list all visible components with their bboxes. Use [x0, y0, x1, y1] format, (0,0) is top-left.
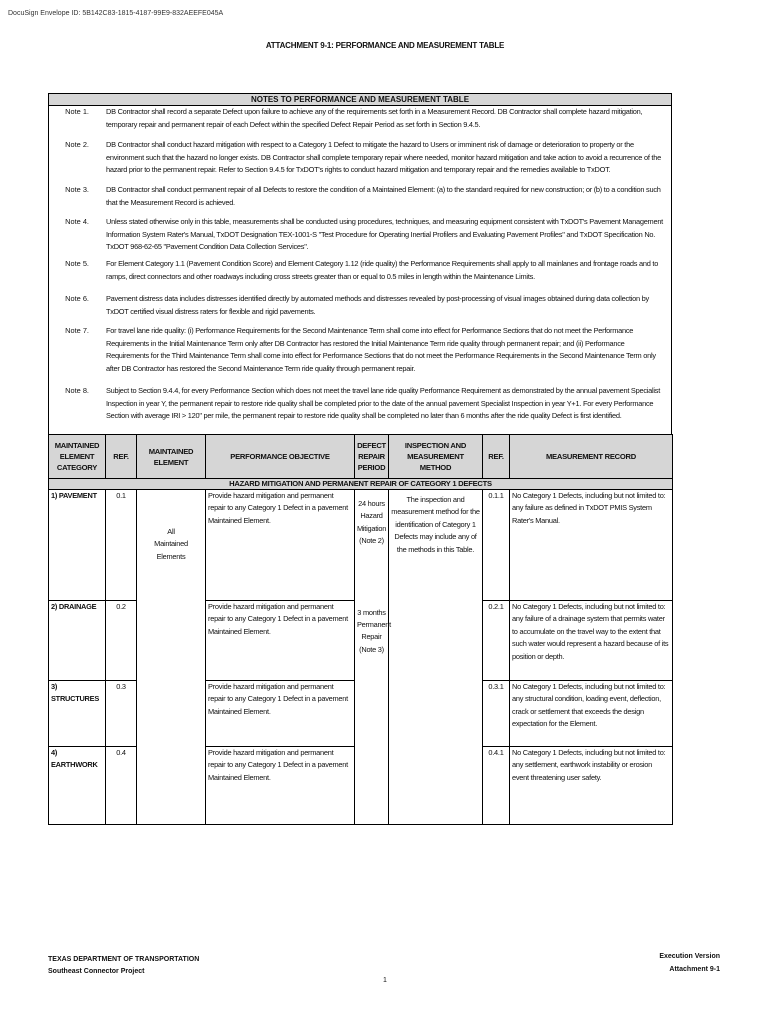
note-text: DB Contractor shall record a separate Defect upon failure to achieve any of the requirements set forth in a Measurement Record. DB Contractor shall complete hazard mitigation, temporary repair and permanent repair of each Defect within the specified Defect Repair Period as set forth in Section 9.4.5.: [106, 107, 643, 129]
category-cell: 1) PAVEMENT: [49, 490, 106, 601]
footer-version: Execution Version: [659, 953, 720, 960]
objective-cell: Provide hazard mitigation and permanent repair to any Category 1 Defect in a pavement Maintained Element.: [206, 747, 355, 825]
category-cell: 4) EARTHWORK: [49, 747, 106, 825]
docusign-envelope-id: DocuSign Envelope ID: 5B142C83-1815-4187-99E9-832AEEFE045A: [8, 10, 224, 17]
ref-cell: 0.3: [106, 681, 137, 747]
note-label: Note 7.: [65, 326, 89, 335]
note-label: Note 5.: [65, 259, 89, 268]
header-inspection: INSPECTION AND MEASUREMENT METHOD: [389, 435, 483, 479]
ref-cell: 0.2: [106, 601, 137, 681]
element-cell: [137, 490, 206, 825]
ref2-cell: 0.4.1: [483, 747, 510, 825]
ref-cell: 0.1: [106, 490, 137, 601]
header-category: MAINTAINED ELEMENT CATEGORY: [49, 435, 106, 479]
header-element: MAINTAINED ELEMENT: [137, 435, 206, 479]
footer-org: TEXAS DEPARTMENT OF TRANSPORTATION: [48, 956, 200, 963]
record-cell: No Category 1 Defects, including but not limited to: any failure of a drainage system that permits water to accumulate on the travel way to the extent that such water would represent a hazard because of its position or depth.: [510, 601, 673, 681]
note-text: For Element Category 1.1 (Pavement Condition Score) and Element Category 1.12 (ride quality) the Performance Requirements shall apply to all mainlanes and frontage roads and to ramps, direct connectors and other roadways including cross streets greater than or equal to 0.5 miles in length within the Maintenance Limits.: [106, 259, 659, 281]
note-text: Subject to Section 9.4.4, for every Performance Section which does not meet the travel lane ride quality Performance Requirement as demonstrated by the annual pavement Specialist Inspection in year Y, the permanent repair to restore ride quality shall be completed prior to the date of the annual pavement Specialist Inspection in year Y+1. For every Performance Section with average IRI > 120" per mile, the permanent repair to restore ride quality shall be completed no later than 6 months after the ride quality Defect is first identified.: [106, 386, 661, 421]
section-title: HAZARD MITIGATION AND PERMANENT REPAIR OF CATEGORY 1 DEFECTS: [49, 479, 673, 490]
note-label: Note 6.: [65, 294, 89, 303]
note-label: Note 3.: [65, 185, 89, 194]
header-period: DEFECT REPAIR PERIOD: [355, 435, 389, 479]
period-hazard-text: 24 hours Hazard Mitigation (Note 2): [357, 499, 387, 546]
ref2-cell: 0.3.1: [483, 681, 510, 747]
performance-table: [48, 434, 673, 825]
record-cell: No Category 1 Defects, including but not limited to: any structural condition, loading event, deflection, crack or settlement that exceeds the design expectation for the Element.: [510, 681, 673, 747]
page-title: ATTACHMENT 9-1: PERFORMANCE AND MEASUREMENT TABLE: [265, 41, 505, 50]
ref-cell: 0.4: [106, 747, 137, 825]
header-ref: REF.: [106, 435, 137, 479]
objective-cell: Provide hazard mitigation and permanent repair to any Category 1 Defect in a pavement Maintained Element.: [206, 601, 355, 681]
notes-heading: NOTES TO PERFORMANCE AND MEASUREMENT TABLE: [49, 94, 671, 106]
note-label: Note 4.: [65, 217, 89, 226]
footer-attachment: Attachment 9-1: [669, 966, 720, 973]
header-ref2: REF.: [483, 435, 510, 479]
note-text: DB Contractor shall conduct hazard mitigation with respect to a Category 1 Defect to mitigate the hazard to Users or imminent risk of damage or deterioration to property or the environment such that the hazard no longer exists. DB Contractor shall complete temporary repair where needed, monitor hazard mitigation and take action to avoid a recurrence of the hazard prior to the permanent repair. Refer to Section 9.4.5 for TxDOT's rights to conduct hazard mitigation and temporary repair and the remedies available to TxDOT.: [106, 140, 661, 175]
objective-cell: Provide hazard mitigation and permanent repair to any Category 1 Defect in a pavement Maintained Element.: [206, 681, 355, 747]
header-objective: PERFORMANCE OBJECTIVE: [206, 435, 355, 479]
inspection-text: The inspection and measurement method for the identification of Category 1 Defects may include any of the methods in this Table.: [391, 495, 480, 554]
objective-cell: Provide hazard mitigation and permanent repair to any Category 1 Defect in a pavement Maintained Element.: [206, 490, 355, 601]
note-label: Note 1.: [65, 107, 89, 116]
category-cell: 3) STRUCTURES: [49, 681, 106, 747]
footer-right: [659, 950, 720, 976]
note-text: For travel lane ride quality: (i) Performance Requirements for the Second Maintenance Term shall come into effect for Performance Sections that do not meet the Performance Requirements in the Initial Maintenance Term only after DB Contractor has restored the Initial Maintenance Term ride quality through permanent repair; and (ii) Performance Requirements for the Third Maintenance Term shall come into effect for Performance Sections that do not meet the Performance Requirements in the Second Maintenance Term only after DB Contractor has restored the Second Maintenance Term ride quality through permanent repair.: [106, 326, 656, 373]
notes-section: [48, 93, 672, 435]
footer-left: [48, 954, 199, 978]
header-record: MEASUREMENT RECORD: [510, 435, 673, 479]
section-row: [49, 479, 673, 490]
note-text: Unless stated otherwise only in this table, measurements shall be conducted using procedures, techniques, and measuring equipment consistent with TxDOT's Pavement Management Information System Rater's Manual, TxDOT Designation TEX-1001-S "Test Procedure for Operating Inertial Profilers and Evaluating Pavement Profiles" and TxDOT Specification No. TxDOT 968-62-65 "Pavement Condition Data Collection Services".: [106, 217, 663, 252]
element-all-text: All Maintained Elements: [154, 527, 188, 561]
header-row: [49, 435, 673, 479]
note-text: Pavement distress data includes distresses identified directly by automated methods and distresses revealed by post-processing of visual images obtained during data collection by TxDOT certified visual distress raters for flexible and rigid pavements.: [106, 294, 649, 316]
note-text: DB Contractor shall conduct permanent repair of all Defects to restore the condition of a Maintained Element: (a) to the standard required for new construction; or (b) to a condition such that the Measurement Record is achieved.: [106, 185, 661, 207]
period-hazard-cell: [355, 490, 389, 601]
category-cell: 2) DRAINAGE: [49, 601, 106, 681]
note-label: Note 2.: [65, 140, 89, 149]
period-permanent-text: 3 months Permanent Repair (Note 3): [357, 607, 391, 654]
footer-project: Southeast Connector Project: [48, 968, 145, 975]
record-cell: No Category 1 Defects, including but not limited to: any settlement, earthwork instability or erosion event threatening user safety.: [510, 747, 673, 825]
ref2-cell: 0.2.1: [483, 601, 510, 681]
table-row: [49, 490, 673, 601]
page-number: 1: [383, 977, 387, 984]
note-label: Note 8.: [65, 386, 89, 395]
period-permanent-cell: [355, 601, 389, 825]
inspection-cell: [389, 490, 483, 825]
ref2-cell: 0.1.1: [483, 490, 510, 601]
record-cell: No Category 1 Defects, including but not limited to: any failure as defined in TxDOT PMIS System Rater's Manual.: [510, 490, 673, 601]
